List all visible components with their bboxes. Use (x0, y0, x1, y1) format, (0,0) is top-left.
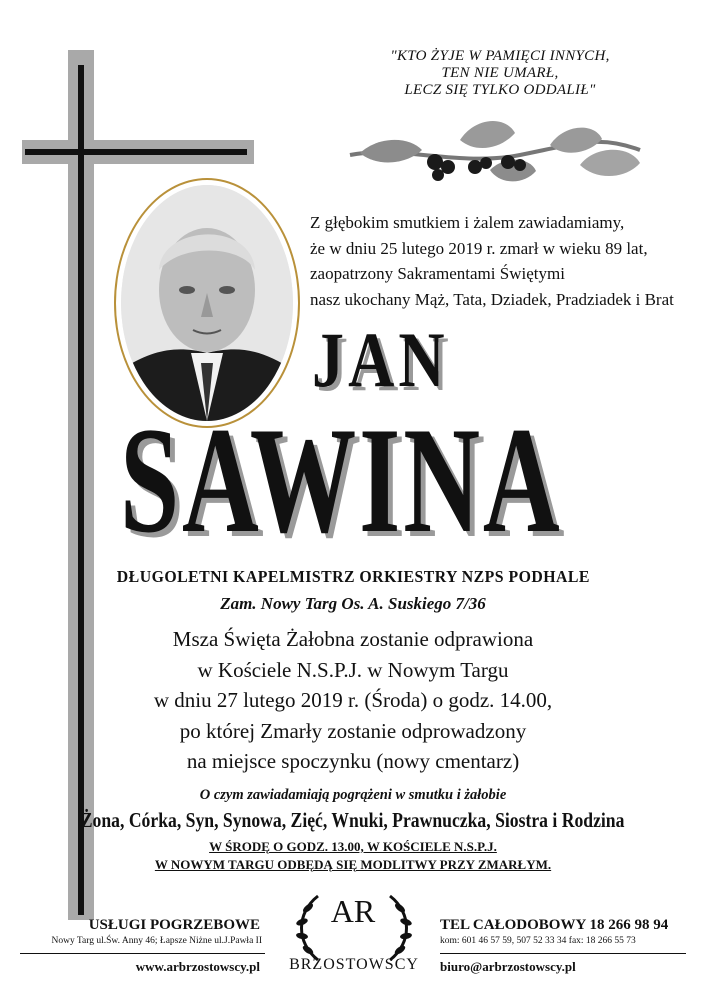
mourners-text: Żona, Córka, Syn, Synowa, Zięć, Wnuki, Prawnuczka, Siostra i Rodzina (81, 808, 625, 832)
quote-line-2: TEN NIE UMARŁ, (441, 65, 559, 81)
mass-line-4: po której Zmarły zostanie odprowadzony (179, 718, 527, 743)
quote-line-3: LECZ SIĘ TYLKO ODDALIŁ" (404, 82, 596, 98)
deceased-last-name: SAWINA (120, 396, 563, 564)
funeral-mass-info (0, 624, 706, 777)
quote-line-1: "KTO ŻYJE W PAMIĘCI INNYCH, (390, 48, 610, 64)
intro-line-4: nasz ukochany Mąż, Tata, Dziadek, Pradziadek i Brat (310, 289, 674, 309)
memorial-quote (345, 48, 655, 99)
mourners-list (0, 808, 706, 833)
website-link[interactable]: www.arbrzostowscy.pl (135, 959, 260, 974)
intro-line-1: Z głębokim smutkiem i żalem zawiadamiamy, (310, 213, 625, 232)
portrait-frame (114, 178, 300, 428)
cross-horizontal-beam (25, 149, 247, 155)
funeral-service-address: Nowy Targ ul.Św. Anny 46; Łapsze Niżne ul.J.Pawła II (51, 936, 262, 946)
mourners-intro: O czym zawiadamiają pogrążeni w smutku i żałobie (199, 787, 507, 803)
announcement-intro (310, 210, 674, 312)
phone-details: kom: 601 46 57 59, 507 52 33 34 fax: 18 266 55 73 (440, 936, 636, 946)
deceased-first-name: JAN (312, 316, 449, 403)
phone-title: TEL CAŁODOBOWY 18 266 98 94 (440, 917, 669, 933)
role-text: DŁUGOLETNI KAPELMISTRZ ORKIESTRY NZPS PODHALE (116, 567, 590, 586)
prayer-info (0, 838, 706, 874)
mass-line-1: Msza Święta Żałobna zostanie odprawiona (172, 627, 534, 651)
footer-divider-left (20, 953, 265, 954)
logo-mark: AR (330, 893, 376, 929)
logo-brand-name: BRZOSTOWSCY (289, 956, 419, 973)
mass-line-2: w Kościele N.S.P.J. w Nowym Targu (197, 657, 509, 682)
leaf-ornament-icon (340, 105, 650, 195)
funeral-service-title: USŁUGI POGRZEBOWE (88, 917, 260, 933)
prayer-line-1: W ŚRODĘ O GODZ. 13.00, W KOŚCIELE N.S.P.J. (209, 839, 497, 854)
email-link[interactable]: biuro@arbrzostowscy.pl (440, 959, 576, 974)
deceased-address: Zam. Nowy Targ Os. A. Suskiego 7/36 (220, 594, 486, 613)
portrait-photo (121, 185, 293, 421)
prayer-line-2: W NOWYM TARGU ODBĘDĄ SIĘ MODLITWY PRZY ZMARŁYM. (154, 857, 552, 872)
intro-line-3: zaopatrzony Sakramentami Świętymi (310, 264, 565, 283)
mass-line-3: w dniu 27 lutego 2019 r. (Środa) o godz. 14.00, (153, 688, 553, 712)
footer-divider-right (440, 953, 686, 954)
deceased-role (0, 567, 706, 587)
intro-line-2: że w dniu 25 lutego 2019 r. zmarł w wieku 89 lat, (310, 238, 648, 258)
mass-line-5: na miejsce spoczynku (nowy cmentarz) (186, 749, 520, 773)
